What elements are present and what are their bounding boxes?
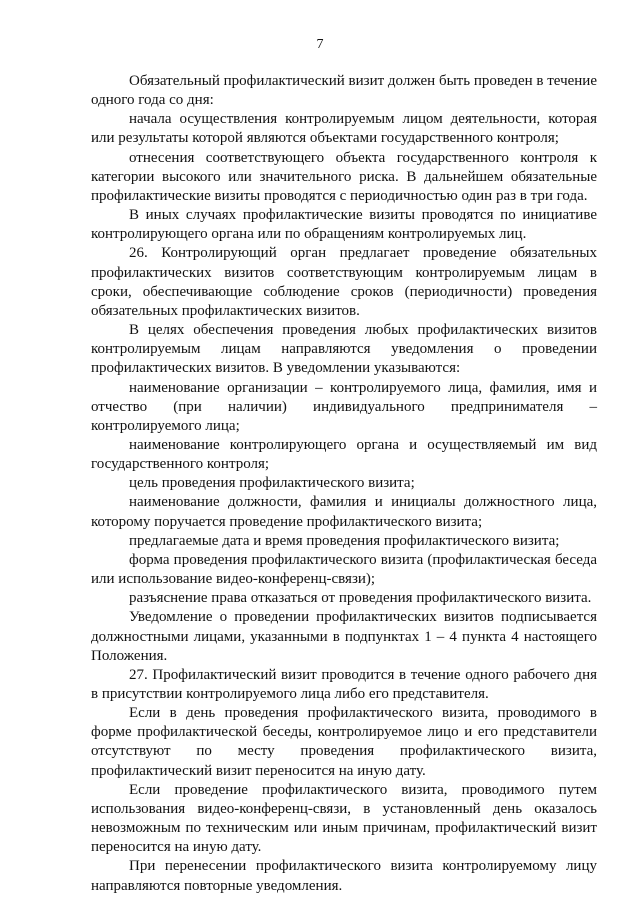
page-number: 7 — [316, 37, 324, 52]
paragraph: наименование контролирующего органа и осуществляемый им вид государственного контроля; — [91, 436, 597, 473]
paragraph: Если в день проведения профилактического визита, проводимого в форме профилактической беседы, контролируемое лицо и его представители отсутствуют по месту проведения профилактического визита, профилактический визит переносится на иную дату. — [91, 705, 597, 779]
paragraph: наименование должности, фамилия и инициалы должностного лица, которому поручается проведение профилактического визита; — [91, 494, 597, 530]
paragraph: 27. Профилактический визит проводится в течение одного рабочего дня в присутствии контролируемого лица либо его представителя. — [91, 666, 597, 702]
paragraph: разъяснение права отказаться от проведения профилактического визита. — [129, 590, 592, 607]
paragraph: Обязательный профилактический визит должен быть проведен в течение одного года со дня: — [91, 73, 597, 109]
paragraph: предлагаемые дата и время проведения профилактического визита; — [129, 532, 560, 549]
paragraph: наименование организации – контролируемого лица, фамилия, имя и отчество (при наличии) индивидуального предпринимателя – контролируемого лица; — [91, 379, 597, 434]
paragraph: начала осуществления контролируемым лицом деятельности, которая или результаты которой являются объектами государственного контроля; — [91, 111, 597, 147]
paragraph: отнесения соответствующего объекта государственного контроля к категории высокого или значительного риска. В дальнейшем обязательные профилактические визиты проводятся с периодичностью один раз в три года. — [91, 149, 597, 204]
paragraph: 26. Контролирующий орган предлагает проведение обязательных профилактических визитов соответствующим контролируемым лицам в сроки, обеспечивающие соблюдение сроков (периодичности) проведения обязательных профилактических визитов. — [91, 245, 597, 319]
paragraph: цель проведения профилактического визита; — [129, 475, 415, 492]
paragraph: В иных случаях профилактические визиты проводятся по инициативе контролирующего органа или по обращениям контролируемых лиц. — [91, 207, 597, 243]
paragraph: В целях обеспечения проведения любых профилактических визитов контролируемым лицам направляются уведомления о проведении профилактических визитов. В уведомлении указываются: — [91, 322, 597, 377]
paragraph: Если проведение профилактического визита, проводимого путем использования видео-конференц-связи, в установленный день оказалось невозможным по техническим или иным причинам, профилактический визит переносится на иную дату. — [91, 781, 597, 856]
paragraph: При перенесении профилактического визита контролируемому лицу направляются повторные уведомления. — [91, 858, 597, 894]
paragraph: форма проведения профилактического визита (профилактическая беседа или использование видео-конференц-связи); — [91, 551, 597, 588]
paragraph: Уведомление о проведении профилактических визитов подписывается должностными лицами, указанными в подпунктах 1 – 4 пункта 4 настоящего Положения. — [91, 609, 597, 664]
document-body — [91, 72, 597, 896]
